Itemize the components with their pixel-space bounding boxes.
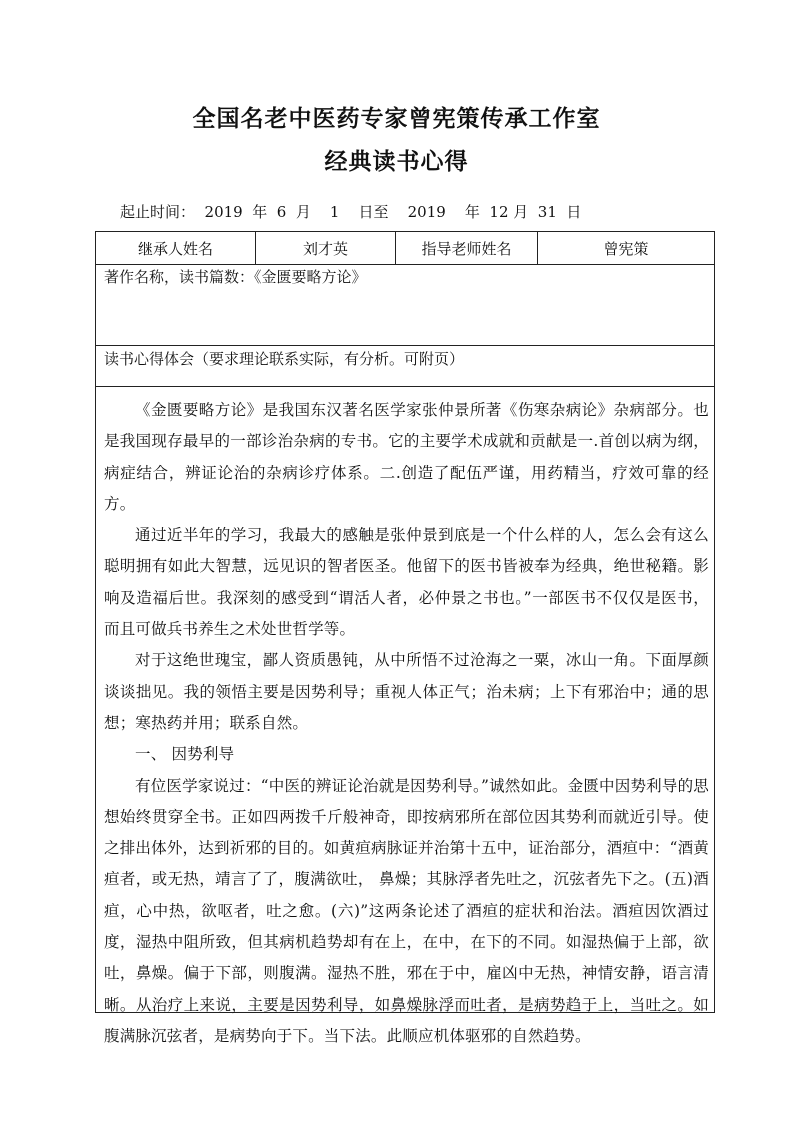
period-line: 起止时间： 2019 年 6 月 1 日至 2019 年 12 月 31 日 — [120, 203, 582, 221]
heir-name: 刘才英 — [256, 232, 396, 264]
reading-notes-body — [104, 395, 709, 1052]
info-row — [96, 232, 714, 265]
section-heading: 一、 因势利导 — [135, 745, 235, 764]
paragraph-3: 对于这绝世瑰宝，鄙人资质愚钝，从中所悟不过沧海之一粟，冰山一角。下面厚颜谈谈拙见。我的领悟主要是因势利导；重视人体正气；治未病；上下有邪治中；通的思想；寒热药并用；联系自然。 — [104, 651, 709, 732]
heir-label: 继承人姓名 — [96, 232, 256, 264]
record-form — [95, 231, 715, 1045]
paragraph-4: 有位医学家说过：“中医的辨证论治就是因势利导。”诚然如此。金匮中因势利导的思想始终贯穿全书。正如四两拨千斤般神奇，即按病邪所在部位因其势利而就近引导。使之排出体外，达到祈邪的目的。如黄疸病脉证并治第十五中，证治部分，酒疸中：“酒黄疸者，或无热，靖言了了，腹满欲吐， 鼻燥；其脉浮者先吐之，沉弦者先下之。(五)酒疸，心中热，欲呕者，吐之愈。(六)”这两条论述了酒疸的症状和治法。酒疸因饮酒过度，湿热中阻所致，但其病机趋势却有在上，在中，在下的不同。如湿热偏于上部，欲吐，鼻燥。偏于下部，则腹满。湿热不胜，邪在于中，雇凶中无热，神情安静，语言清晰。从治疗上来说，主要是因势利导，如鼻燥脉浮而吐者，是病势趋于上，当吐之。如腹满脉沉弦者，是病势向于下。当下法。此顺应机体驱邪的自然趋势。 — [104, 776, 709, 1045]
paragraph-2: 通过近半年的学习，我最大的感触是张仲景到底是一个什么样的人，怎么会有这么聪明拥有如此大智慧，远见识的智者医圣。他留下的医书皆被奉为经典，绝世秘籍。影响及造福后世。我深刻的感受到“谓活人者，必仲景之书也。”一部医书不仅仅是医书，而且可做兵书养生之术处世哲学等。 — [104, 526, 709, 639]
work-title-row: 著作名称，读书篇数：《金匮要略方论》 — [96, 264, 714, 346]
page-title: 全国名老中医药专家曾宪策传承工作室 — [192, 105, 601, 132]
teacher-name: 曾宪策 — [603, 239, 649, 258]
paragraph-1: 《金匮要略方论》是我国东汉著名医学家张仲景所著《伤寒杂病论》杂病部分。也是我国现存最早的一部诊治杂病的专书。它的主要学术成就和贡献是一.首创以病为纲，病症结合，辨证论治的杂病诊疗体系。二.创造了配伍严谨，用药精当，疗效可靠的经方。 — [104, 401, 709, 513]
teacher-label: 指导老师姓名 — [396, 232, 538, 264]
page-subtitle: 经典读书心得 — [324, 148, 469, 175]
notes-instruction-row: 读书心得体会（要求理论联系实际，有分析。可附页） — [96, 346, 714, 387]
